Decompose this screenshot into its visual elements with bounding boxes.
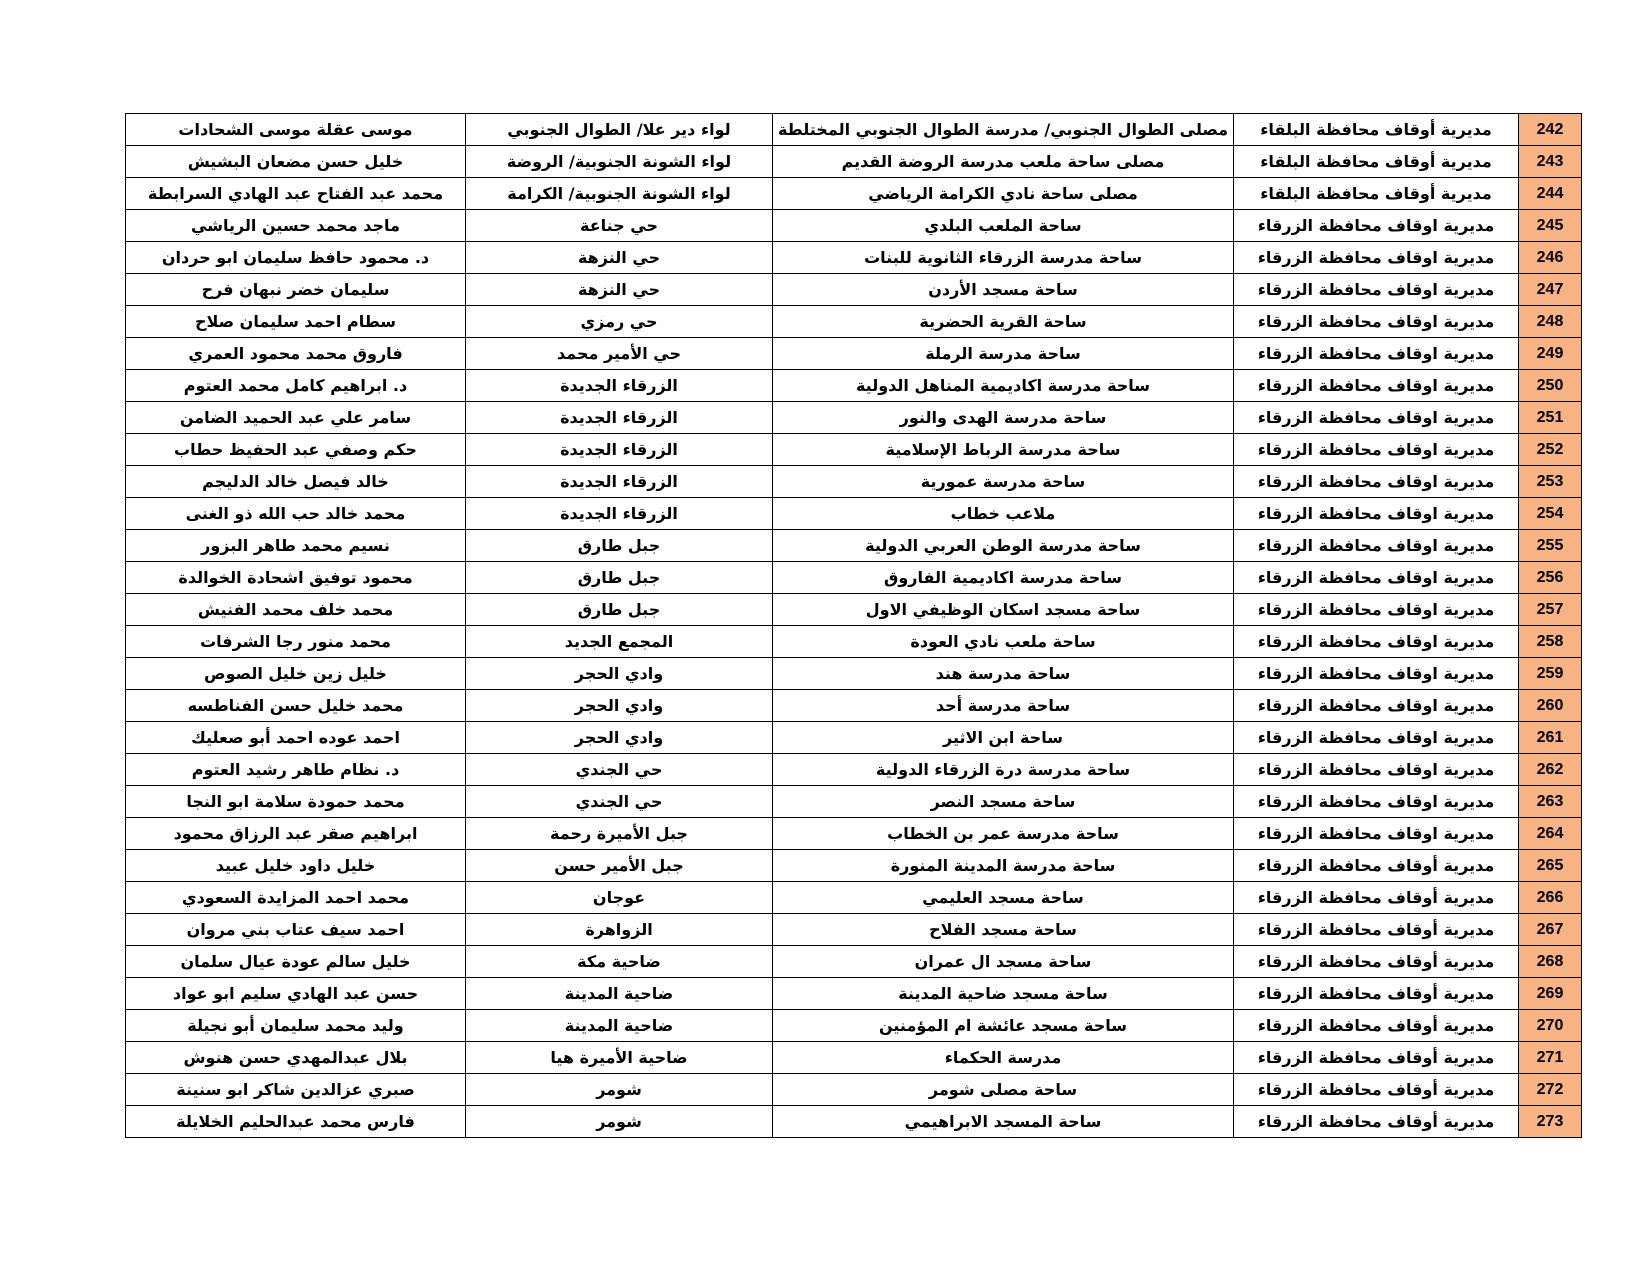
directorate-cell: مديرية أوقاف محافظة الزرقاء: [1234, 978, 1519, 1010]
row-number-cell: 255: [1519, 530, 1582, 562]
prayer-site-cell: ساحة مسجد الفلاح: [773, 914, 1234, 946]
row-number-cell: 273: [1519, 1106, 1582, 1138]
responsible-person-cell: احمد عوده احمد أبو صعليك: [126, 722, 466, 754]
area-cell: شومر: [466, 1074, 773, 1106]
area-cell: الزرقاء الجديدة: [466, 466, 773, 498]
prayer-site-cell: ساحة مسجد ضاحية المدينة: [773, 978, 1234, 1010]
area-cell: ضاحية الأميرة هيا: [466, 1042, 773, 1074]
row-number-cell: 261: [1519, 722, 1582, 754]
table-row: [126, 978, 1582, 1010]
prayer-site-cell: مصلى ساحة نادي الكرامة الرياضي: [773, 178, 1234, 210]
prayer-site-cell: ساحة مسجد الأردن: [773, 274, 1234, 306]
prayer-site-cell: ساحة مصلى شومر: [773, 1074, 1234, 1106]
prayer-site-cell: ساحة مسجد ال عمران: [773, 946, 1234, 978]
row-number-cell: 246: [1519, 242, 1582, 274]
area-cell: المجمع الجديد: [466, 626, 773, 658]
area-cell: شومر: [466, 1106, 773, 1138]
prayer-site-cell: ملاعب خطاب: [773, 498, 1234, 530]
directorate-cell: مديرية أوقاف محافظة البلقاء: [1234, 146, 1519, 178]
responsible-person-cell: فاروق محمد محمود العمري: [126, 338, 466, 370]
row-number-cell: 263: [1519, 786, 1582, 818]
directorate-cell: مديرية أوقاف محافظة الزرقاء: [1234, 850, 1519, 882]
area-cell: لواء الشونة الجنوبية/ الروضة: [466, 146, 773, 178]
directorate-cell: مديرية اوقاف محافظة الزرقاء: [1234, 370, 1519, 402]
directorate-cell: مديرية أوقاف محافظة الزرقاء: [1234, 1010, 1519, 1042]
area-cell: حي جناعة: [466, 210, 773, 242]
table-row: [126, 370, 1582, 402]
responsible-person-cell: خليل زين خليل الصوص: [126, 658, 466, 690]
prayer-site-cell: ساحة مدرسة أحد: [773, 690, 1234, 722]
directorate-cell: مديرية اوقاف محافظة الزرقاء: [1234, 754, 1519, 786]
prayer-site-cell: ساحة مدرسة الرملة: [773, 338, 1234, 370]
area-cell: حي النزهة: [466, 242, 773, 274]
responsible-person-cell: حسن عبد الهادي سليم ابو عواد: [126, 978, 466, 1010]
area-cell: حي الجندي: [466, 786, 773, 818]
row-number-cell: 250: [1519, 370, 1582, 402]
directorate-cell: مديرية أوقاف محافظة البلقاء: [1234, 178, 1519, 210]
row-number-cell: 265: [1519, 850, 1582, 882]
table-row: [126, 850, 1582, 882]
directorate-cell: مديرية اوقاف محافظة الزرقاء: [1234, 498, 1519, 530]
area-cell: وادي الحجر: [466, 658, 773, 690]
responsible-person-cell: د. ابراهيم كامل محمد العتوم: [126, 370, 466, 402]
directorate-cell: مديرية أوقاف محافظة الزرقاء: [1234, 1042, 1519, 1074]
responsible-person-cell: صبري عزالدين شاكر ابو سنينة: [126, 1074, 466, 1106]
table-row: [126, 722, 1582, 754]
responsible-person-cell: ماجد محمد حسين الرياشي: [126, 210, 466, 242]
responsible-person-cell: حكم وصفي عبد الحفيظ حطاب: [126, 434, 466, 466]
directorate-cell: مديرية اوقاف محافظة الزرقاء: [1234, 466, 1519, 498]
prayer-site-cell: ساحة مدرسة الوطن العربي الدولية: [773, 530, 1234, 562]
row-number-cell: 258: [1519, 626, 1582, 658]
row-number-cell: 266: [1519, 882, 1582, 914]
directorate-cell: مديرية اوقاف محافظة الزرقاء: [1234, 210, 1519, 242]
table-row: [126, 402, 1582, 434]
directorate-cell: مديرية أوقاف محافظة الزرقاء: [1234, 1106, 1519, 1138]
area-cell: وادي الحجر: [466, 722, 773, 754]
table-row: [126, 530, 1582, 562]
directorate-cell: مديرية اوقاف محافظة الزرقاء: [1234, 658, 1519, 690]
prayer-site-cell: ساحة مدرسة عمر بن الخطاب: [773, 818, 1234, 850]
table-row: [126, 594, 1582, 626]
prayer-site-cell: ساحة مدرسة اكاديمية المناهل الدولية: [773, 370, 1234, 402]
responsible-person-cell: احمد سيف عتاب بني مروان: [126, 914, 466, 946]
row-number-cell: 245: [1519, 210, 1582, 242]
row-number-cell: 244: [1519, 178, 1582, 210]
prayer-site-cell: ساحة مدرسة المدينة المنورة: [773, 850, 1234, 882]
table-row: [126, 466, 1582, 498]
responsible-person-cell: ابراهيم صقر عبد الرزاق محمود: [126, 818, 466, 850]
row-number-cell: 268: [1519, 946, 1582, 978]
row-number-cell: 260: [1519, 690, 1582, 722]
row-number-cell: 269: [1519, 978, 1582, 1010]
table-row: [126, 242, 1582, 274]
area-cell: جبل طارق: [466, 594, 773, 626]
responsible-person-cell: نسيم محمد طاهر البزور: [126, 530, 466, 562]
directorate-cell: مديرية اوقاف محافظة الزرقاء: [1234, 626, 1519, 658]
area-cell: جبل الأمير حسن: [466, 850, 773, 882]
area-cell: حي الجندي: [466, 754, 773, 786]
table-row: [126, 114, 1582, 146]
prayer-site-cell: مصلى ساحة ملعب مدرسة الروضة القديم: [773, 146, 1234, 178]
row-number-cell: 272: [1519, 1074, 1582, 1106]
directorate-cell: مديرية اوقاف محافظة الزرقاء: [1234, 786, 1519, 818]
area-cell: جبل طارق: [466, 530, 773, 562]
prayer-site-cell: ساحة مدرسة عمورية: [773, 466, 1234, 498]
area-cell: ضاحية المدينة: [466, 1010, 773, 1042]
area-cell: وادي الحجر: [466, 690, 773, 722]
row-number-cell: 256: [1519, 562, 1582, 594]
row-number-cell: 270: [1519, 1010, 1582, 1042]
directorate-cell: مديرية اوقاف محافظة الزرقاء: [1234, 562, 1519, 594]
responsible-person-cell: محمود توفيق اشحادة الخوالدة: [126, 562, 466, 594]
row-number-cell: 259: [1519, 658, 1582, 690]
directorate-cell: مديرية اوقاف محافظة الزرقاء: [1234, 274, 1519, 306]
responsible-person-cell: سليمان خضر نبهان فرح: [126, 274, 466, 306]
directorate-cell: مديرية اوقاف محافظة الزرقاء: [1234, 338, 1519, 370]
directorate-cell: مديرية اوقاف محافظة الزرقاء: [1234, 306, 1519, 338]
table-row: [126, 1074, 1582, 1106]
table-row: [126, 946, 1582, 978]
row-number-cell: 247: [1519, 274, 1582, 306]
row-number-cell: 243: [1519, 146, 1582, 178]
area-cell: جبل الأميرة رحمة: [466, 818, 773, 850]
directorate-cell: مديرية أوقاف محافظة الزرقاء: [1234, 882, 1519, 914]
prayer-site-cell: مصلى الطوال الجنوبي/ مدرسة الطوال الجنوبي المختلطة: [773, 114, 1234, 146]
responsible-person-cell: سطام احمد سليمان صلاح: [126, 306, 466, 338]
responsible-person-cell: خالد فيصل خالد الدليجم: [126, 466, 466, 498]
area-cell: الزرقاء الجديدة: [466, 434, 773, 466]
responsible-person-cell: محمد خلف محمد الفنيش: [126, 594, 466, 626]
table-row: [126, 562, 1582, 594]
table-row: [126, 626, 1582, 658]
directorate-cell: مديرية اوقاف محافظة الزرقاء: [1234, 818, 1519, 850]
prayer-sites-table: [125, 113, 1582, 1138]
prayer-site-cell: ساحة مدرسة الزرقاء الثانوية للبنات: [773, 242, 1234, 274]
directorate-cell: مديرية أوقاف محافظة البلقاء: [1234, 114, 1519, 146]
prayer-site-cell: ساحة القرية الحضرية: [773, 306, 1234, 338]
responsible-person-cell: بلال عبدالمهدي حسن هنوش: [126, 1042, 466, 1074]
area-cell: الزرقاء الجديدة: [466, 402, 773, 434]
table-row: [126, 210, 1582, 242]
table-row: [126, 786, 1582, 818]
table-row: [126, 1106, 1582, 1138]
prayer-site-cell: مدرسة الحكماء: [773, 1042, 1234, 1074]
table-row: [126, 914, 1582, 946]
table-row: [126, 338, 1582, 370]
row-number-cell: 242: [1519, 114, 1582, 146]
table-row: [126, 658, 1582, 690]
area-cell: ضاحية المدينة: [466, 978, 773, 1010]
area-cell: الزواهرة: [466, 914, 773, 946]
prayer-site-cell: ساحة ابن الاثير: [773, 722, 1234, 754]
directorate-cell: مديرية اوقاف محافظة الزرقاء: [1234, 530, 1519, 562]
table-row: [126, 1010, 1582, 1042]
row-number-cell: 267: [1519, 914, 1582, 946]
row-number-cell: 252: [1519, 434, 1582, 466]
directorate-cell: مديرية اوقاف محافظة الزرقاء: [1234, 402, 1519, 434]
responsible-person-cell: محمد احمد المزايدة السعودي: [126, 882, 466, 914]
directorate-cell: مديرية اوقاف محافظة الزرقاء: [1234, 722, 1519, 754]
responsible-person-cell: محمد خليل حسن الفناطسه: [126, 690, 466, 722]
table-row: [126, 818, 1582, 850]
prayer-site-cell: ساحة مدرسة درة الزرقاء الدولية: [773, 754, 1234, 786]
responsible-person-cell: خليل حسن مضعان البشيش: [126, 146, 466, 178]
table-row: [126, 882, 1582, 914]
row-number-cell: 251: [1519, 402, 1582, 434]
prayer-site-cell: ساحة مسجد اسكان الوظيفي الاول: [773, 594, 1234, 626]
prayer-site-cell: ساحة مدرسة هند: [773, 658, 1234, 690]
area-cell: حي النزهة: [466, 274, 773, 306]
row-number-cell: 248: [1519, 306, 1582, 338]
responsible-person-cell: محمد خالد حب الله ذو الغنى: [126, 498, 466, 530]
area-cell: ضاحية مكة: [466, 946, 773, 978]
responsible-person-cell: د. محمود حافظ سليمان ابو حردان: [126, 242, 466, 274]
table-row: [126, 434, 1582, 466]
table-row: [126, 1042, 1582, 1074]
table-body: [126, 114, 1582, 1138]
area-cell: الزرقاء الجديدة: [466, 498, 773, 530]
responsible-person-cell: محمد حمودة سلامة ابو النجا: [126, 786, 466, 818]
prayer-site-cell: ساحة مسجد العليمي: [773, 882, 1234, 914]
area-cell: حي رمزي: [466, 306, 773, 338]
row-number-cell: 271: [1519, 1042, 1582, 1074]
table-row: [126, 754, 1582, 786]
prayer-site-cell: ساحة الملعب البلدي: [773, 210, 1234, 242]
area-cell: لواء الشونة الجنوبية/ الكرامة: [466, 178, 773, 210]
row-number-cell: 264: [1519, 818, 1582, 850]
directorate-cell: مديرية أوقاف محافظة الزرقاء: [1234, 946, 1519, 978]
responsible-person-cell: محمد عبد الفتاح عبد الهادي السرابطة: [126, 178, 466, 210]
prayer-site-cell: ساحة مسجد النصر: [773, 786, 1234, 818]
row-number-cell: 257: [1519, 594, 1582, 626]
responsible-person-cell: د. نظام طاهر رشيد العتوم: [126, 754, 466, 786]
area-cell: حي الأمير محمد: [466, 338, 773, 370]
table-row: [126, 178, 1582, 210]
area-cell: لواء دير علا/ الطوال الجنوبي: [466, 114, 773, 146]
table-row: [126, 306, 1582, 338]
area-cell: عوجان: [466, 882, 773, 914]
row-number-cell: 249: [1519, 338, 1582, 370]
responsible-person-cell: وليد محمد سليمان أبو نجيلة: [126, 1010, 466, 1042]
area-cell: الزرقاء الجديدة: [466, 370, 773, 402]
responsible-person-cell: خليل داود خليل عبيد: [126, 850, 466, 882]
prayer-site-cell: ساحة مدرسة الهدى والنور: [773, 402, 1234, 434]
responsible-person-cell: فارس محمد عبدالحليم الخلايلة: [126, 1106, 466, 1138]
table-row: [126, 498, 1582, 530]
table-row: [126, 146, 1582, 178]
directorate-cell: مديرية أوقاف محافظة الزرقاء: [1234, 914, 1519, 946]
prayer-site-cell: ساحة مدرسة الرباط الإسلامية: [773, 434, 1234, 466]
row-number-cell: 253: [1519, 466, 1582, 498]
prayer-site-cell: ساحة المسجد الابراهيمي: [773, 1106, 1234, 1138]
responsible-person-cell: سامر علي عبد الحميد الضامن: [126, 402, 466, 434]
directorate-cell: مديرية اوقاف محافظة الزرقاء: [1234, 434, 1519, 466]
responsible-person-cell: خليل سالم عودة عيال سلمان: [126, 946, 466, 978]
directorate-cell: مديرية اوقاف محافظة الزرقاء: [1234, 690, 1519, 722]
prayer-site-cell: ساحة مدرسة اكاديمية الفاروق: [773, 562, 1234, 594]
responsible-person-cell: محمد منور رجا الشرفات: [126, 626, 466, 658]
directorate-cell: مديرية اوقاف محافظة الزرقاء: [1234, 242, 1519, 274]
table-row: [126, 690, 1582, 722]
prayer-site-cell: ساحة ملعب نادي العودة: [773, 626, 1234, 658]
area-cell: جبل طارق: [466, 562, 773, 594]
responsible-person-cell: موسى عقلة موسى الشحادات: [126, 114, 466, 146]
directorate-cell: مديرية اوقاف محافظة الزرقاء: [1234, 594, 1519, 626]
directorate-cell: مديرية أوقاف محافظة الزرقاء: [1234, 1074, 1519, 1106]
row-number-cell: 254: [1519, 498, 1582, 530]
table-row: [126, 274, 1582, 306]
prayer-site-cell: ساحة مسجد عائشة ام المؤمنين: [773, 1010, 1234, 1042]
row-number-cell: 262: [1519, 754, 1582, 786]
